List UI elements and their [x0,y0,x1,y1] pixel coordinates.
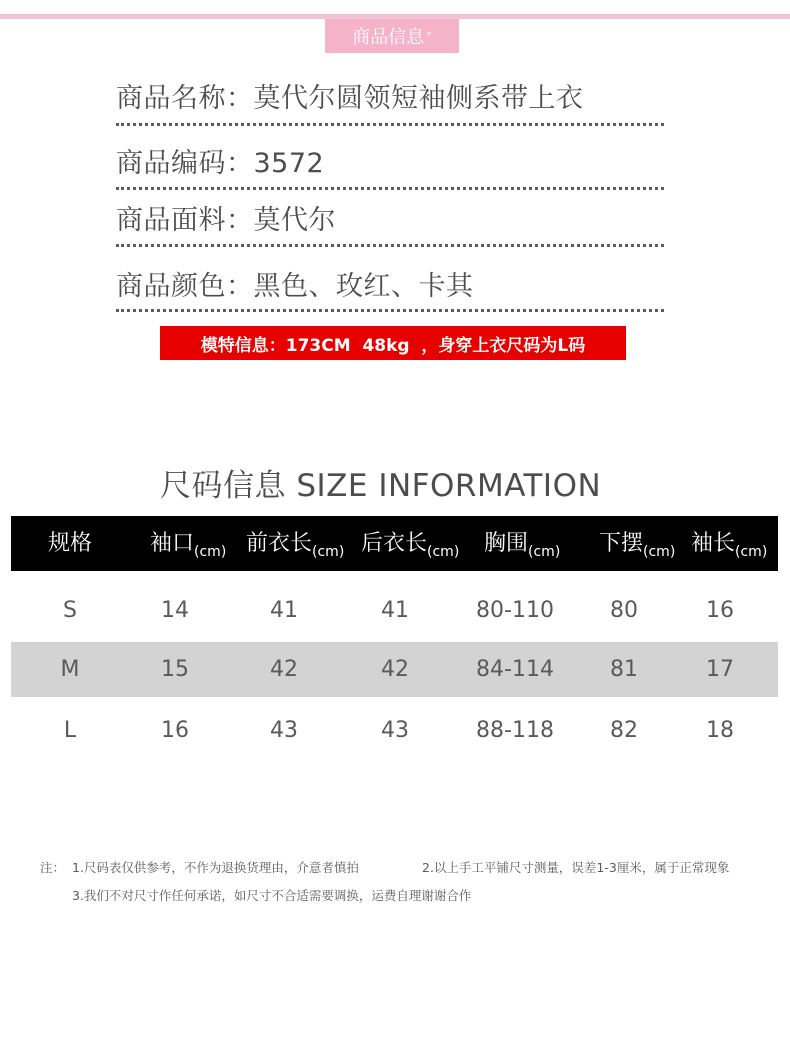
product-name-row [116,76,664,126]
product-color-label: 商品颜色： [116,271,254,302]
cell-back-length: 43 [381,718,409,743]
cell-hem: 82 [610,718,638,743]
cell-cuff: 14 [161,598,189,623]
cell-back-length: 42 [381,657,409,682]
cell-bust: 80-110 [476,598,554,623]
cell-sleeve-length: 16 [706,598,734,623]
product-color-value: 黑色、玫红、卡其 [253,271,474,302]
cell-size: L [63,718,77,743]
note-1: 1.尺码表仅供参考，不作为退换货理由，介意者慎拍 [72,860,359,875]
note-2: 2.以上手工平铺尺寸测量，误差1-3厘米，属于正常现象 [422,860,730,875]
product-color-row [116,264,664,312]
note-3: 3.我们不对尺寸作任何承诺，如尺寸不合适需要调换，运费自理谢谢合作 [72,888,472,903]
product-code-value: 3572 [253,148,325,179]
product-code-label: 商品编码： [116,148,254,179]
cell-bust: 88-118 [476,718,554,743]
cell-bust: 84-114 [476,657,554,682]
header-bust: 胸围$_{(cm)}$ [484,531,561,560]
cell-sleeve-length: 18 [706,718,734,743]
table-row [11,642,778,697]
product-name-label: 商品名称： [116,83,254,114]
cell-size: M [60,657,80,682]
product-fabric-label: 商品面料： [116,205,254,236]
product-code-row [116,141,664,190]
cell-hem: 80 [610,598,638,623]
size-section-title: 尺码信息 SIZE INFORMATION [160,468,602,504]
table-row [11,703,778,758]
section-tag-mark: ° [426,29,432,43]
cell-cuff: 16 [161,718,189,743]
product-fabric-row [116,198,664,247]
size-table-header [11,516,778,571]
model-info-banner: 模特信息：173CM 48kg ，身穿上衣尺码为L码 [160,326,626,360]
section-tag-label: 商品信息 [352,27,425,48]
cell-front-length: 42 [270,657,298,682]
table-row [11,583,778,638]
header-back-length: 后衣长$_{(cm)}$ [361,531,460,560]
cell-sleeve-length: 17 [706,657,734,682]
header-hem: 下摆$_{(cm)}$ [599,531,676,560]
section-tag [325,19,459,53]
header-sleeve-length: 袖长$_{(cm)}$ [691,531,768,560]
cell-size: S [63,598,77,623]
cell-front-length: 43 [270,718,298,743]
product-name-value: 莫代尔圆领短袖侧系带上衣 [253,83,584,114]
product-fabric-value: 莫代尔 [253,205,336,236]
header-cuff: 袖口$_{(cm)}$ [150,531,227,560]
cell-hem: 81 [610,657,638,682]
cell-cuff: 15 [161,657,189,682]
note-prefix: 注： [40,860,66,875]
cell-back-length: 41 [381,598,409,623]
header-front-length: 前衣长$_{(cm)}$ [246,531,345,560]
header-spec: 规格 [48,531,93,556]
cell-front-length: 41 [270,598,298,623]
